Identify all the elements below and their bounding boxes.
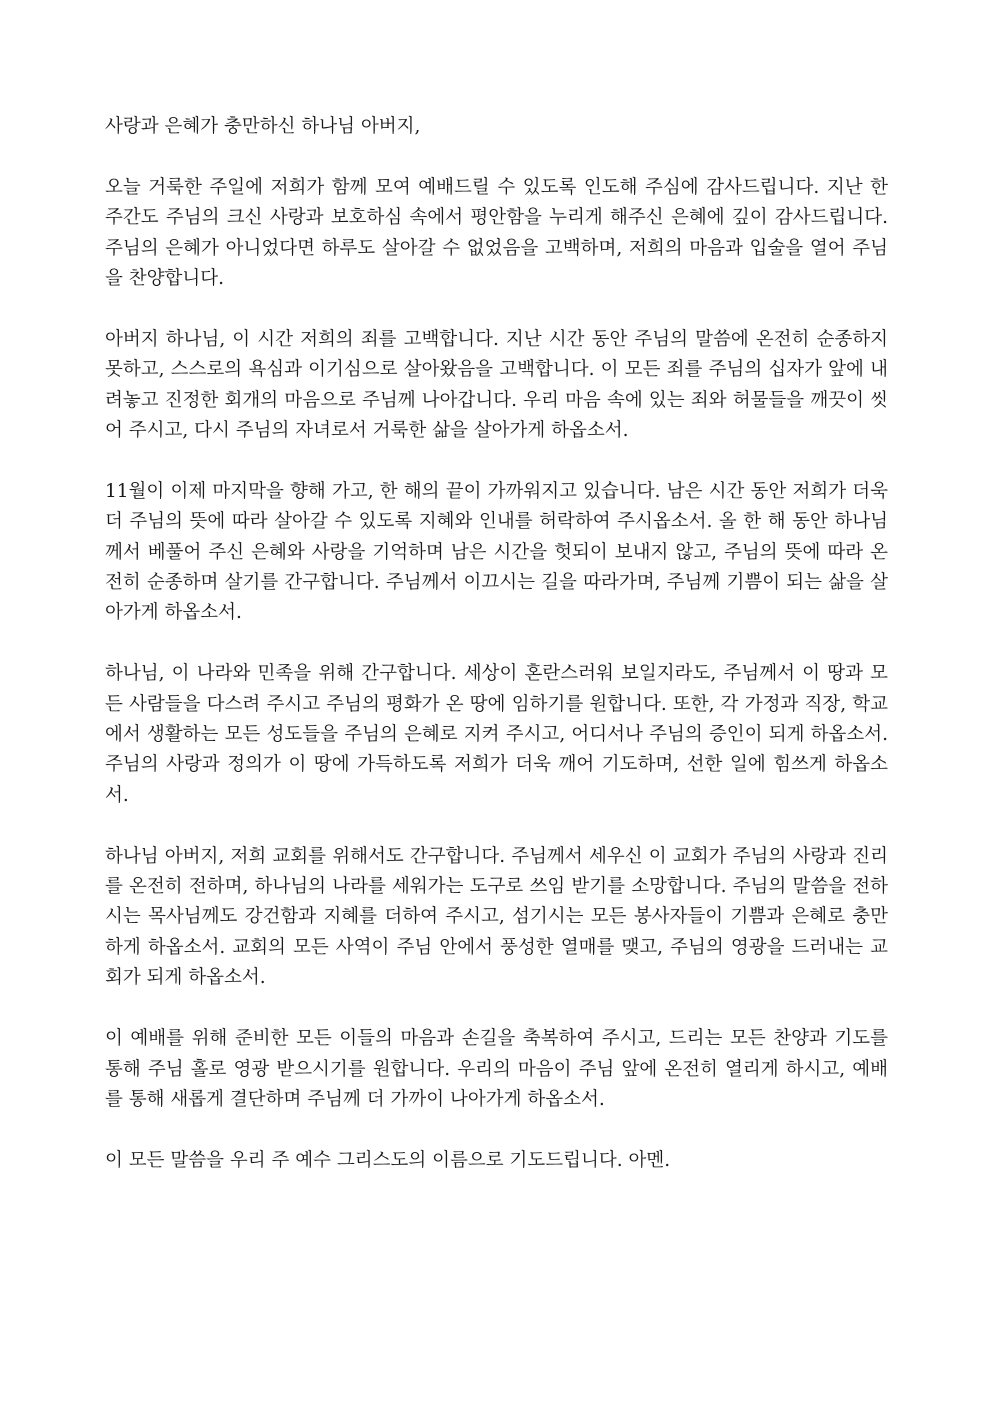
paragraph-closing: 이 모든 말씀을 우리 주 예수 그리스도의 이름으로 기도드립니다. 아멘. bbox=[105, 1149, 671, 1171]
prayer-text bbox=[105, 112, 888, 1176]
paragraph-confession: 아버지 하나님, 이 시간 저희의 죄를 고백합니다. 지난 시간 동안 주님의 말씀에 온전히 순종하지 못하고, 스스로의 욕심과 이기심으로 살아왔음을 고백합니다. 이 모든 죄를 주님의 십자가 앞에 내려놓고 진정한 회개의 마음으로 주님께 나아갑니다. 우리 마음 속에 있는 죄와 허물들을 깨끗이 씻어 주시고, 다시 주님의 자녀로서 거룩한 삶을 살아가게 하옵소서. bbox=[105, 328, 888, 442]
paragraph-year-end: 11월이 이제 마지막을 향해 가고, 한 해의 끝이 가까워지고 있습니다. 남은 시간 동안 저희가 더욱더 주님의 뜻에 따라 살아갈 수 있도록 지혜와 인내를 허락하여 주시옵소서. 올 한 해 동안 하나님께서 베풀어 주신 은혜와 사랑을 기억하며 남은 시간을 헛되이 보내지 않고, 주님의 뜻에 따라 온전히 순종하며 살기를 간구합니다. 주님께서 이끄시는 길을 따라가며, 주님께 기쁨이 되는 삶을 살아가게 하옵소서. bbox=[105, 480, 888, 624]
paragraph-church: 하나님 아버지, 저희 교회를 위해서도 간구합니다. 주님께서 세우신 이 교회가 주님의 사랑과 진리를 온전히 전하며, 하나님의 나라를 세워가는 도구로 쓰임 받기를 소망합니다. 주님의 말씀을 전하시는 목사님께도 강건함과 지혜를 더하여 주시고, 섬기시는 모든 봉사자들이 기쁨과 은혜로 충만하게 하옵소서. 교회의 모든 사역이 주님 안에서 풍성한 열매를 맺고, 주님의 영광을 드러내는 교회가 되게 하옵소서. bbox=[105, 845, 888, 989]
paragraph-nation: 하나님, 이 나라와 민족을 위해 간구합니다. 세상이 혼란스러워 보일지라도, 주님께서 이 땅과 모든 사람들을 다스려 주시고 주님의 평화가 온 땅에 임하기를 원합니다. 또한, 각 가정과 직장, 학교에서 생활하는 모든 성도들을 주님의 은혜로 지켜 주시고, 어디서나 주님의 증인이 되게 하옵소서. 주님의 사랑과 정의가 이 땅에 가득하도록 저희가 더욱 깨어 기도하며, 선한 일에 힘쓰게 하옵소서. bbox=[105, 663, 888, 806]
paragraph-worship: 이 예배를 위해 준비한 모든 이들의 마음과 손길을 축복하여 주시고, 드리는 모든 찬양과 기도를 통해 주님 홀로 영광 받으시기를 원합니다. 우리의 마음이 주님 앞에 온전히 열리게 하시고, 예배를 통해 새롭게 결단하며 주님께 더 가까이 나아가게 하옵소서. bbox=[105, 1028, 888, 1110]
paragraph-greeting: 사랑과 은혜가 충만하신 하나님 아버지, bbox=[105, 116, 421, 137]
paragraph-thanksgiving: 오늘 거룩한 주일에 저희가 함께 모여 예배드릴 수 있도록 인도해 주심에 감사드립니다. 지난 한 주간도 주님의 크신 사랑과 보호하심 속에서 평안함을 누리게 해주신 은혜에 깊이 감사드립니다. 주님의 은혜가 아니었다면 하루도 살아갈 수 없었음을 고백하며, 저희의 마음과 입술을 열어 주님을 찬양합니다. bbox=[105, 176, 888, 290]
